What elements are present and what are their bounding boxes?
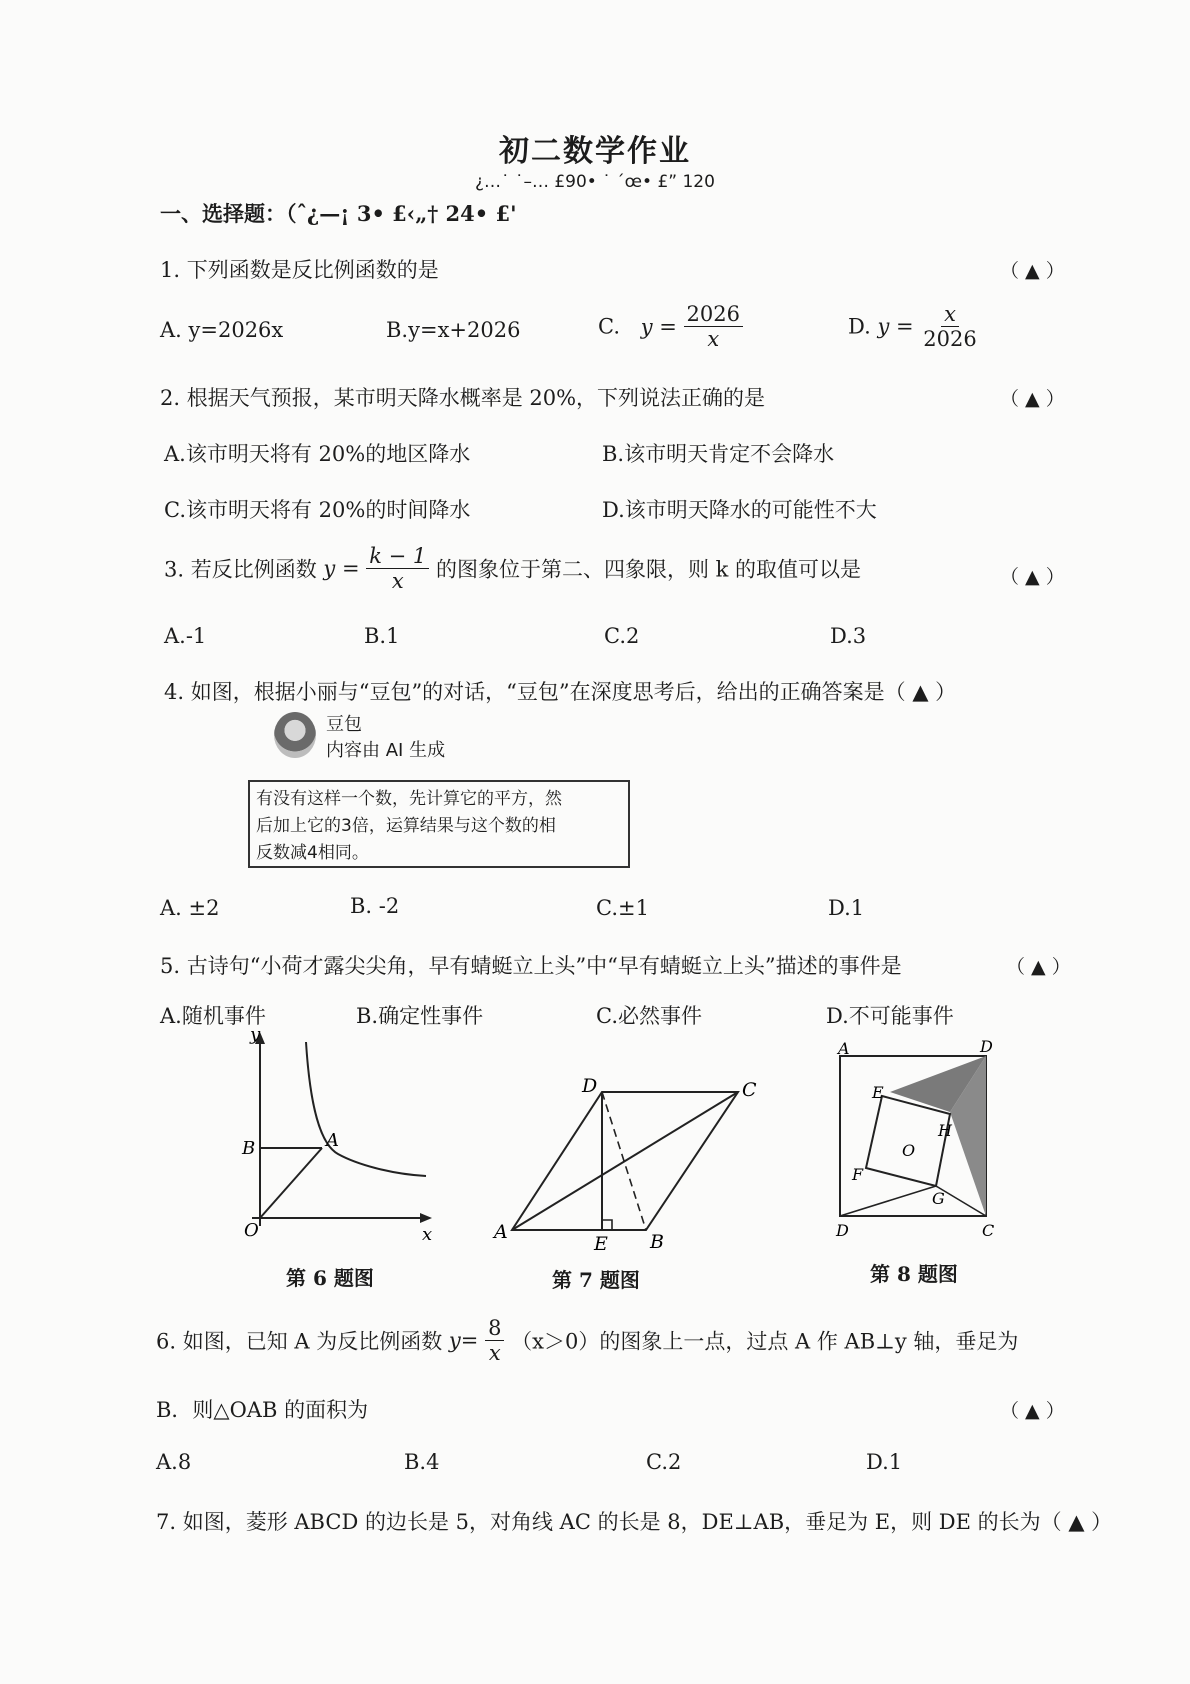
chat-message-box bbox=[248, 780, 630, 868]
q6-text-before: 6. 如图，已知 A 为反比例函数 bbox=[156, 1329, 443, 1354]
chat-line: 有没有这样一个数，先计算它的平方，然 bbox=[256, 789, 562, 809]
q5-option-d: D.不可能事件 bbox=[826, 1004, 954, 1028]
label-d-top: D bbox=[980, 1040, 993, 1056]
q1-option-d bbox=[848, 302, 980, 351]
label-f: F bbox=[852, 1165, 864, 1184]
label-o: O bbox=[244, 1220, 259, 1241]
q5-option-a: A.随机事件 bbox=[160, 1004, 266, 1028]
q6-option-c: C.2 bbox=[646, 1450, 682, 1474]
chat-ai-note: 内容由 AI 生成 bbox=[326, 740, 446, 761]
q6-option-d: D.1 bbox=[866, 1450, 903, 1474]
q1-option-d-lhs: y = bbox=[877, 314, 914, 339]
x-axis-arrow bbox=[420, 1213, 432, 1223]
q6-option-a: A.8 bbox=[156, 1450, 192, 1474]
q1-option-a: A. y=2026x bbox=[160, 318, 284, 342]
hyperbola-curve bbox=[306, 1042, 426, 1176]
diagonal-bd bbox=[602, 1092, 646, 1230]
label-g: G bbox=[932, 1189, 945, 1208]
q2-option-a: A.该市明天将有 20%的地区降水 bbox=[164, 442, 471, 466]
q6-option-b: B.4 bbox=[404, 1450, 440, 1474]
q6-lhs: y= bbox=[448, 1328, 479, 1353]
q3-lhs: y = bbox=[323, 556, 360, 581]
exam-info: ¿…˙ ˙–… £90• ˙ ´œ• £” 120 bbox=[475, 172, 715, 192]
question-3 bbox=[164, 544, 861, 593]
label-d: D bbox=[582, 1075, 598, 1097]
figure-6 bbox=[220, 1026, 452, 1246]
q4-option-b: B. -2 bbox=[350, 894, 400, 918]
chat-sender-name: 豆包 bbox=[326, 714, 362, 735]
answer-mark-5: （ ▲ ） bbox=[1006, 956, 1071, 978]
label-a: A bbox=[494, 1221, 508, 1243]
label-d-bottom: D bbox=[836, 1221, 849, 1240]
question-6 bbox=[156, 1316, 1018, 1365]
label-o: O bbox=[902, 1141, 916, 1160]
q6-text-after: （x＞0）的图象上一点，过点 A 作 AB⊥y 轴，垂足为 bbox=[511, 1329, 1019, 1354]
question-7: 7. 如图，菱形 ABCD 的边长是 5，对角线 AC 的长是 8，DE⊥AB，垂足为 E，则 DE 的长为（ ▲ ） bbox=[156, 1510, 1113, 1534]
segment-oa bbox=[260, 1148, 322, 1218]
question-2: 2. 根据天气预报，某市明天降水概率是 20%，下列说法正确的是 bbox=[160, 386, 766, 410]
question-6-line-2: B．则△OAB 的面积为 bbox=[156, 1398, 369, 1422]
q2-option-d: D.该市明天降水的可能性不大 bbox=[602, 498, 877, 522]
figure-6-caption: 第 6 题图 bbox=[286, 1266, 374, 1290]
label-a: A bbox=[326, 1130, 339, 1151]
answer-mark-6: （ ▲ ） bbox=[1000, 1400, 1065, 1422]
q2-option-b: B.该市明天肯定不会降水 bbox=[602, 442, 835, 466]
label-a: A bbox=[838, 1040, 850, 1058]
q3-option-d: D.3 bbox=[830, 624, 867, 648]
question-1: 1. 下列函数是反比例函数的是 bbox=[160, 258, 439, 282]
answer-mark-2: （ ▲ ） bbox=[1000, 388, 1065, 410]
q1-option-c-fraction bbox=[684, 302, 743, 351]
answer-mark-3: （ ▲ ） bbox=[1000, 566, 1065, 588]
q2-option-c: C.该市明天将有 20%的时间降水 bbox=[164, 498, 471, 522]
q1-option-c-lhs: y = bbox=[640, 314, 677, 339]
fraction-numerator: x bbox=[941, 302, 959, 327]
figure-7 bbox=[490, 1066, 770, 1256]
label-e: E bbox=[872, 1083, 884, 1102]
fraction-numerator: 2026 bbox=[684, 302, 743, 327]
right-angle-mark bbox=[602, 1220, 612, 1230]
fraction-denominator: x bbox=[391, 569, 404, 594]
q3-option-b: B.1 bbox=[364, 624, 400, 648]
q5-option-b: B.确定性事件 bbox=[356, 1004, 484, 1028]
q4-option-a: A. ±2 bbox=[160, 896, 220, 920]
q3-fraction bbox=[366, 544, 429, 593]
fraction-numerator: 8 bbox=[485, 1316, 504, 1341]
question-5: 5. 古诗句“小荷才露尖尖角，早有蜻蜓立上头”中“早有蜻蜓立上头”描述的事件是 bbox=[160, 954, 902, 978]
label-b: B bbox=[650, 1231, 664, 1253]
label-y: y bbox=[250, 1026, 261, 1045]
answer-mark-1: （ ▲ ） bbox=[1000, 260, 1065, 282]
fraction-denominator: x bbox=[488, 1341, 501, 1366]
page-title: 初二数学作业 bbox=[499, 134, 691, 169]
q3-option-a: A.-1 bbox=[164, 624, 207, 648]
diagonal-ac bbox=[512, 1092, 738, 1230]
q6-fraction bbox=[485, 1316, 504, 1365]
chat-line: 后加上它的3倍，运算结果与这个数的相 bbox=[256, 816, 556, 836]
segment-dg bbox=[840, 1186, 936, 1216]
fraction-denominator: 2026 bbox=[923, 327, 977, 352]
q1-option-c bbox=[598, 302, 743, 351]
label-e: E bbox=[594, 1233, 608, 1255]
q3-text-after: 的图象位于第二、四象限，则 k 的取值可以是 bbox=[435, 557, 862, 582]
label-c: C bbox=[742, 1079, 757, 1101]
q1-option-c-prefix: C. bbox=[598, 314, 620, 339]
fraction-numerator: k − 1 bbox=[366, 544, 429, 569]
q1-option-d-prefix: D. bbox=[848, 314, 871, 339]
figure-8 bbox=[820, 1040, 1010, 1246]
q4-option-d: D.1 bbox=[828, 896, 865, 920]
label-h: H bbox=[938, 1121, 952, 1140]
chat-avatar bbox=[274, 712, 316, 758]
label-c: C bbox=[982, 1221, 995, 1240]
q1-option-d-fraction bbox=[920, 302, 979, 351]
label-b: B bbox=[242, 1138, 256, 1159]
chat-line: 反数减4相同。 bbox=[256, 843, 369, 863]
section-heading: 一、选择题：（ˆ¿—¡ 3• £‹„† 24• £' bbox=[160, 201, 517, 226]
question-4: 4. 如图，根据小丽与“豆包”的对话，“豆包”在深度思考后，给出的正确答案是（ ▲ ） bbox=[164, 680, 957, 704]
q3-text-before: 3. 若反比例函数 bbox=[164, 557, 317, 582]
label-x: x bbox=[422, 1224, 433, 1245]
q3-option-c: C.2 bbox=[604, 624, 640, 648]
q5-option-c: C.必然事件 bbox=[596, 1004, 702, 1028]
q4-option-c: C.±1 bbox=[596, 896, 649, 920]
q1-option-b: B.y=x+2026 bbox=[386, 318, 521, 342]
fraction-denominator: x bbox=[707, 327, 720, 352]
figure-8-caption: 第 8 题图 bbox=[870, 1262, 958, 1286]
figure-7-caption: 第 7 题图 bbox=[552, 1268, 640, 1292]
